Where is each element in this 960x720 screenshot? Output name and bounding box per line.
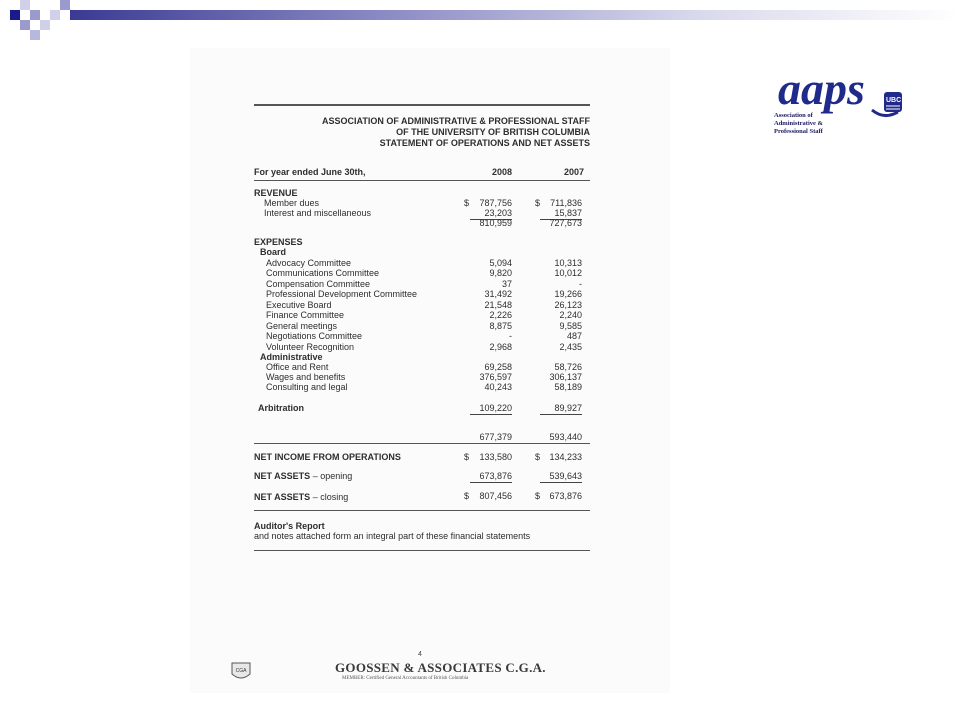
expense-row-label: Office and Rent (266, 362, 329, 372)
page-number: 4 (418, 651, 422, 658)
currency-symbol: $ (535, 198, 541, 208)
expenses-heading: EXPENSES (254, 237, 303, 247)
expense-row-label: Wages and benefits (266, 372, 346, 382)
aaps-logo (772, 62, 932, 142)
expense-row-label: Executive Board (266, 300, 332, 310)
slide-header-decoration (0, 0, 960, 50)
period-label: For year ended June 30th, (254, 167, 366, 177)
net-assets-closing-2008: 807,456 (479, 491, 512, 501)
logo-caption (774, 112, 884, 136)
expense-value-2008: 2,968 (489, 342, 512, 352)
expense-value-2008: 2,226 (489, 310, 512, 320)
divider (254, 180, 590, 181)
expense-row-label: Professional Development Committee (266, 289, 418, 299)
divider (254, 550, 590, 551)
administrative-heading: Administrative (260, 352, 323, 362)
expense-row-label: Volunteer Recognition (266, 342, 355, 352)
expense-row-label: Consulting and legal (266, 382, 348, 392)
statement-title-line: ASSOCIATION OF ADMINISTRATIVE & PROFESSIONAL STAFF (321, 116, 590, 126)
decor-square (20, 20, 30, 30)
financial-statement-scan (190, 48, 670, 693)
decor-square (30, 30, 40, 40)
arbitration-value-2007: 89,927 (540, 403, 582, 415)
expense-value-2007: 10,012 (554, 268, 582, 278)
cga-emblem-icon (230, 660, 252, 682)
expense-value-2007: 58,726 (554, 362, 582, 372)
revenue-value-2007: 711,836 (550, 198, 582, 208)
expense-value-2008: 69,258 (484, 362, 512, 372)
expense-row-label: Negotiations Committee (266, 331, 363, 341)
revenue-total-2007: 727,673 (549, 218, 582, 228)
currency-symbol: $ (535, 452, 541, 462)
revenue-value-2008: 23,203 (470, 208, 512, 220)
expense-value-2008: 37 (501, 279, 512, 289)
divider (254, 443, 590, 444)
ubc-crest-label: UBC (886, 97, 902, 104)
expense-row-label: Advocacy Committee (266, 258, 352, 268)
statement-footer (190, 648, 670, 693)
statement-title-line: STATEMENT OF OPERATIONS AND NET ASSETS (379, 138, 590, 148)
expenses-total-2008: 677,379 (479, 432, 512, 442)
auditor-heading: Auditor's Report (254, 521, 325, 531)
currency-symbol: $ (464, 198, 470, 208)
revenue-value-2008: 787,756 (479, 198, 512, 208)
statement-title-line: OF THE UNIVERSITY OF BRITISH COLUMBIA (396, 127, 590, 137)
net-assets-opening-label-rest: – opening (310, 471, 353, 481)
revenue-row-label: Interest and miscellaneous (264, 208, 372, 218)
expense-value-2007: 306,137 (549, 372, 582, 382)
expense-row-label: Compensation Committee (266, 279, 371, 289)
expense-value-2007: 19,266 (554, 289, 582, 299)
expense-row-label: General meetings (266, 321, 338, 331)
expense-row-label: Communications Committee (266, 268, 380, 278)
net-assets-closing-label-bold: NET ASSETS (254, 492, 311, 502)
revenue-row-label: Member dues (264, 198, 320, 208)
expense-value-2007: 9,585 (559, 321, 582, 331)
logo-caption-line: Administrative & (774, 120, 823, 127)
year-header-2007: 2007 (563, 167, 584, 177)
decor-square (30, 10, 40, 20)
aaps-wordmark: aaps (778, 63, 865, 114)
expenses-total-2007: 593,440 (549, 432, 582, 442)
decor-square (10, 10, 20, 20)
revenue-value-2007: 15,837 (540, 208, 582, 220)
revenue-heading: REVENUE (254, 188, 298, 198)
expense-value-2008: 31,492 (484, 289, 512, 299)
net-income-2008: 133,580 (479, 452, 512, 462)
board-heading: Board (260, 247, 287, 257)
expense-value-2007: 487 (566, 331, 582, 341)
revenue-total-2008: 810,959 (479, 218, 512, 228)
firm-membership: MEMBER: Certified General Accountants of British Columbia (342, 676, 469, 681)
net-assets-closing-2007: 673,876 (549, 491, 582, 501)
logo-caption-line: Association of (774, 112, 813, 119)
auditor-note: and notes attached form an integral part of these financial statements (254, 531, 531, 541)
arbitration-label: Arbitration (258, 403, 304, 413)
expense-value-2008: 40,243 (484, 382, 512, 392)
decor-square (60, 0, 70, 10)
cga-emblem-label: CGA (235, 668, 247, 674)
expense-value-2007: 26,123 (554, 300, 582, 310)
statement-title (300, 116, 590, 149)
expense-value-2007: 2,435 (559, 342, 582, 352)
currency-symbol: $ (464, 452, 470, 462)
header-gradient-bar (70, 10, 960, 20)
expense-value-2008: - (509, 331, 512, 341)
expense-value-2007: - (579, 279, 582, 289)
expense-value-2008: 9,820 (489, 268, 512, 278)
expense-value-2007: 10,313 (554, 258, 582, 268)
net-assets-closing-label-rest: – closing (310, 492, 349, 502)
divider (254, 104, 590, 106)
divider (254, 510, 590, 511)
firm-name: GOOSSEN & ASSOCIATES C.G.A. (335, 660, 546, 675)
expense-value-2008: 8,875 (489, 321, 512, 331)
decor-square (40, 0, 50, 10)
net-income-label: NET INCOME FROM OPERATIONS (254, 452, 401, 462)
decor-square (40, 20, 50, 30)
expense-value-2008: 376,597 (479, 372, 512, 382)
net-income-2007: 134,233 (549, 452, 582, 462)
logo-caption-line: Professional Staff (774, 128, 823, 135)
arbitration-value-2008: 109,220 (470, 403, 512, 415)
net-assets-opening-2008: 673,876 (470, 471, 512, 483)
net-assets-opening-2007: 539,643 (540, 471, 582, 483)
net-assets-opening-label-bold: NET ASSETS (254, 471, 311, 481)
net-assets-opening-label (254, 471, 352, 482)
currency-symbol: $ (464, 491, 470, 501)
expense-value-2007: 58,189 (554, 382, 582, 392)
currency-symbol: $ (535, 491, 541, 501)
decor-square (20, 0, 30, 10)
expense-value-2008: 5,094 (489, 258, 512, 268)
expense-row-label: Finance Committee (266, 310, 345, 320)
expense-value-2008: 21,548 (484, 300, 512, 310)
net-assets-closing-label (254, 492, 348, 503)
expense-value-2007: 2,240 (559, 310, 582, 320)
decor-square (50, 10, 60, 20)
year-header-2008: 2008 (491, 167, 512, 177)
